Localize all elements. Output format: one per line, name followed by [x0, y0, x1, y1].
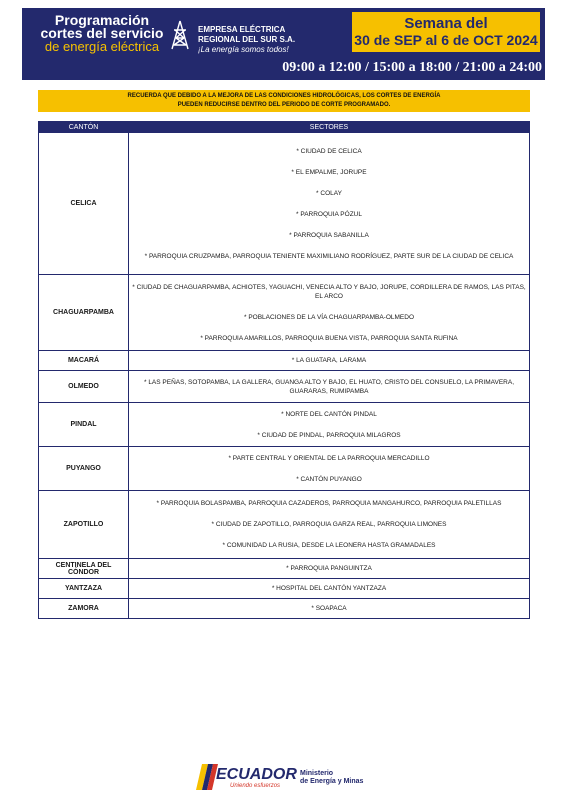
- sector-item: * CIUDAD DE ZAPOTILLO, PARROQUIA GARZA REAL, PARROQUIA LIMONES: [211, 521, 447, 528]
- sector-item: * CIUDAD DE PINDAL, PARROQUIA MILAGROS: [257, 431, 401, 439]
- notice-banner: [38, 90, 530, 112]
- sectors-cell: [129, 351, 530, 371]
- table-row: [39, 599, 530, 619]
- table-row: [39, 371, 530, 403]
- table-row: [39, 133, 530, 275]
- header-banner: [22, 8, 545, 80]
- table-row: [39, 579, 530, 599]
- sector-item: * PARTE CENTRAL Y ORIENTAL DE LA PARROQUIA MERCADILLO: [228, 454, 430, 462]
- sector-item: * PARROQUIA PÓZUL: [296, 210, 362, 218]
- column-header-sectors: SECTORES: [129, 122, 530, 133]
- canton-cell: CHAGUARPAMBA: [39, 275, 129, 351]
- sector-item: * PARROQUIA BOLASPAMBA, PARROQUIA CAZADEROS, PARROQUIA MANGAHURCO, PARROQUIA PALETILLAS: [156, 500, 502, 507]
- brand-tagline: Uniendo esfuerzos: [230, 783, 281, 789]
- canton-cell: PINDAL: [39, 403, 129, 447]
- table-row: [39, 403, 530, 447]
- canton-cell: CELICA: [39, 133, 129, 275]
- ecuador-flag-stripes-icon: [194, 764, 218, 790]
- sector-item: * PARROQUIA CRUZPAMBA, PARROQUIA TENIENTE MAXIMILIANO RODRÍGUEZ, PARTE SUR DE LA CIUDAD DE CELICA: [144, 252, 514, 260]
- week-line-2: 30 de SEP al 6 de OCT 2024: [354, 32, 538, 48]
- schedule-hours: 09:00 a 12:00 / 15:00 a 18:00 / 21:00 a 24:00: [282, 60, 542, 75]
- canton-cell: ZAPOTILLO: [39, 491, 129, 559]
- sectors-cell: [129, 275, 530, 351]
- table-row: [39, 559, 530, 579]
- sector-item: * PARROQUIA SABANILLA: [289, 231, 369, 239]
- table-header-row: [39, 122, 530, 133]
- title-line-2: cortes del servicio: [40, 25, 164, 41]
- week-badge: [352, 12, 540, 52]
- sector-item: * PARROQUIA AMARILLOS, PARROQUIA BUENA VISTA, PARROQUIA SANTA RUFINA: [200, 334, 458, 342]
- title-line-1: Programación: [54, 12, 150, 28]
- ministry-name: [300, 770, 363, 786]
- ministry-line-2: de Energía y Minas: [300, 778, 364, 785]
- notice-line-1: RECUERDA QUE DEBIDO A LA MEJORA DE LAS CONDICIONES HIDROLÓGICAS, LOS CORTES DE ENERGÍA: [127, 93, 441, 99]
- outage-table: [38, 121, 530, 619]
- transmission-tower-logo-icon: [168, 20, 192, 50]
- notice-line-2: PUEDEN REDUCIRSE DENTRO DEL PERIODO DE CORTE PROGRAMADO.: [177, 102, 391, 108]
- sectors-cell: [129, 559, 530, 579]
- table-row: [39, 447, 530, 491]
- canton-cell: MACARÁ: [39, 351, 129, 371]
- sectors-cell: [129, 133, 530, 275]
- sector-item: * HOSPITAL DEL CANTÓN YANTZAZA: [271, 585, 387, 592]
- sectors-cell: [129, 599, 530, 619]
- sectors-cell: [129, 447, 530, 491]
- sector-item: * CANTÓN PUYANGO: [296, 475, 362, 483]
- table-row: [39, 491, 530, 559]
- table-row: [39, 351, 530, 371]
- sector-item: * POBLACIONES DE LA VÍA CHAGUARPAMBA-OLMEDO: [243, 313, 414, 321]
- company-tagline: ¡La energía somos todos!: [198, 45, 289, 54]
- column-header-canton: CANTÓN: [39, 122, 129, 133]
- sector-item: * EL EMPALME, JORUPE: [291, 168, 367, 176]
- sectors-cell: [129, 403, 530, 447]
- sectors-cell: [129, 491, 530, 559]
- canton-cell: ZAMORA: [39, 599, 129, 619]
- company-name: [198, 25, 295, 55]
- sector-item: * SOAPACA: [311, 605, 347, 612]
- sector-item: * CIUDAD DE CELICA: [296, 147, 362, 155]
- sector-item: * COLAY: [316, 189, 342, 197]
- canton-cell: CENTINELA DEL CÓNDOR: [39, 559, 129, 579]
- program-title: [28, 14, 176, 53]
- ministry-line-1: Ministerio: [300, 770, 334, 777]
- sectors-cell: [129, 579, 530, 599]
- canton-cell: YANTZAZA: [39, 579, 129, 599]
- sector-item: * LA GUATARA, LARAMA: [291, 357, 367, 364]
- sector-item: * CIUDAD DE CHAGUARPAMBA, ACHIOTES, YAGUACHI, VENECIA ALTO Y BAJO, JORUPE, CORDILLERA DE RAMOS, LAS PITAS, EL ARCO: [132, 283, 526, 300]
- canton-cell: OLMEDO: [39, 371, 129, 403]
- week-line-1: Semana del: [404, 15, 488, 32]
- title-line-3: de energía eléctrica: [44, 39, 160, 54]
- table-row: [39, 275, 530, 351]
- company-line-1: EMPRESA ELÉCTRICA: [198, 25, 286, 34]
- ecuador-brand: ECUADOR: [216, 766, 297, 783]
- sector-item: * LAS PEÑAS, SOTOPAMBA, LA GALLERA, GUANGA ALTO Y BAJO, EL HUATO, CRISTO DEL CONSUELO, LA PRIMAVERA, GUARARAS, RUMIPAMBA: [143, 378, 515, 395]
- company-line-2: REGIONAL DEL SUR S.A.: [198, 35, 296, 44]
- canton-cell: PUYANGO: [39, 447, 129, 491]
- sector-item: * NORTE DEL CANTÓN PINDAL: [281, 410, 377, 418]
- sectors-cell: [129, 371, 530, 403]
- sector-item: * COMUNIDAD LA RUSIA, DESDE LA LEONERA HASTA GRAMADALES: [222, 542, 436, 549]
- sector-item: * PARROQUIA PANGUINTZA: [286, 565, 372, 572]
